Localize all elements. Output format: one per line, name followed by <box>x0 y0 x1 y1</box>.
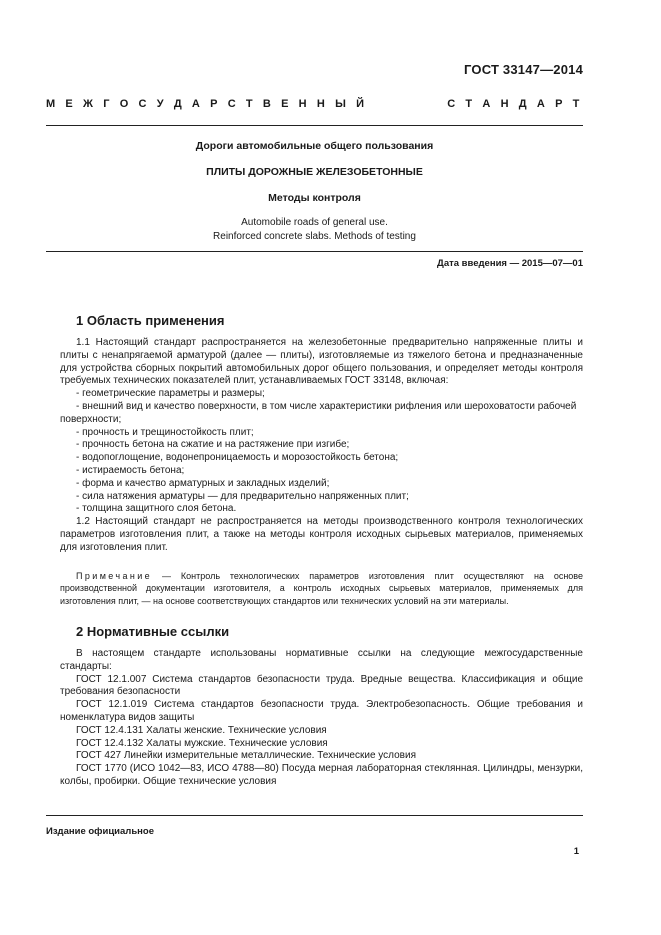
list-item: - прочность и трещиностойкость плит; <box>76 426 254 438</box>
standard-type-band <box>46 98 583 110</box>
document-title-line1: Дороги автомобильные общего пользования <box>195 140 434 152</box>
document-title-line2: ПЛИТЫ ДОРОЖНЫЕ ЖЕЛЕЗОБЕТОННЫЕ <box>206 166 423 178</box>
page-number: 1 <box>573 846 579 857</box>
english-title-line2: Reinforced concrete slabs. Methods of testing <box>213 231 416 242</box>
band-right-text: С Т А Н Д А Р Т <box>447 98 583 110</box>
list-item: - водопоглощение, водонепроницаемость и морозостойкость бетона; <box>76 452 399 464</box>
list-item: - толщина защитного слоя бетона. <box>76 503 237 515</box>
list-item: - внешний вид и качество поверхности, в том числе характеристики рифления или шероховатости рабочей поверхности; <box>60 400 577 425</box>
note-label: Примечание <box>76 571 153 581</box>
standard-number: ГОСТ 33147—2014 <box>464 62 583 77</box>
paragraph-1-2: 1.2 Настоящий стандарт не распространяется на методы производственного контроля технологических параметров изготовления плит, а также на методы контроля исходных сырьевых материалов, применяемых для изготовления плит. <box>60 516 583 553</box>
english-title <box>46 216 583 244</box>
official-edition-label: Издание официальное <box>46 826 154 837</box>
note-text: — Контроль технологических параметров изготовления плит осуществляют на основе производственной документации изготовителя, а контроль исходных сырьевых материалов, применяемых для изготовления плит, — на основе соответствующих стандартов или технических условий на эти материалы. <box>60 571 583 606</box>
reference-item: ГОСТ 12.4.131 Халаты женские. Технические условия <box>76 724 327 736</box>
list-item: - сила натяжения арматуры — для предварительно напряженных плит; <box>76 490 409 502</box>
document-title-line3: Методы контроля <box>268 192 361 204</box>
reference-item: ГОСТ 12.1.019 Система стандартов безопасности труда. Электробезопасность. Общие требования и номенклатура видов защиты <box>60 699 583 723</box>
section2-heading: 2 Нормативные ссылки <box>76 624 230 639</box>
list-item: - форма и качество арматурных и закладных изделий; <box>76 477 330 489</box>
list-item: - прочность бетона на сжатие и на растяжение при изгибе; <box>76 439 350 451</box>
section1-heading: 1 Область применения <box>76 313 225 328</box>
note-block <box>60 570 583 607</box>
reference-item: ГОСТ 427 Линейки измерительные металлические. Технические условия <box>76 750 416 762</box>
note-paragraph <box>60 570 583 607</box>
footer-divider <box>46 815 583 816</box>
section1-body <box>60 337 583 555</box>
list-item: - геометрические параметры и размеры; <box>76 388 265 400</box>
reference-item: ГОСТ 12.1.007 Система стандартов безопасности труда. Вредные вещества. Классификация и общие требования безопасности <box>60 673 583 698</box>
top-divider <box>46 125 583 126</box>
list-item: - истираемость бетона; <box>76 464 185 476</box>
english-title-line1: Automobile roads of general use. <box>241 217 388 228</box>
reference-item: ГОСТ 12.4.132 Халаты мужские. Технические условия <box>76 737 328 749</box>
introduction-date: Дата введения — 2015—07—01 <box>437 258 583 269</box>
band-left-text: М Е Ж Г О С У Д А Р С Т В Е Н Н Ы Й <box>46 98 368 110</box>
paragraph-1-1: 1.1 Настоящий стандарт распространяется на железобетонные предварительно напряженные плиты и плиты с ненапрягаемой арматурой (далее — плиты), изготовляемые из тяжелого бетона и предназначенные для устройства сборных покрытий автомобильных дорог общего пользования, и определяет методы контроля требуемых технических показателей плит, устанавливаемых ГОСТ 33148, включая: <box>60 337 583 387</box>
section2-body <box>60 648 583 789</box>
section2-intro: В настоящем стандарте использованы нормативные ссылки на следующие межгосударственные стандарты: <box>60 648 583 672</box>
title-divider <box>46 251 583 252</box>
reference-item: ГОСТ 1770 (ИСО 1042—83, ИСО 4788—80) Посуда мерная лабораторная стеклянная. Цилиндры, мензурки, колбы, пробирки. Общие технические условия <box>60 763 583 787</box>
